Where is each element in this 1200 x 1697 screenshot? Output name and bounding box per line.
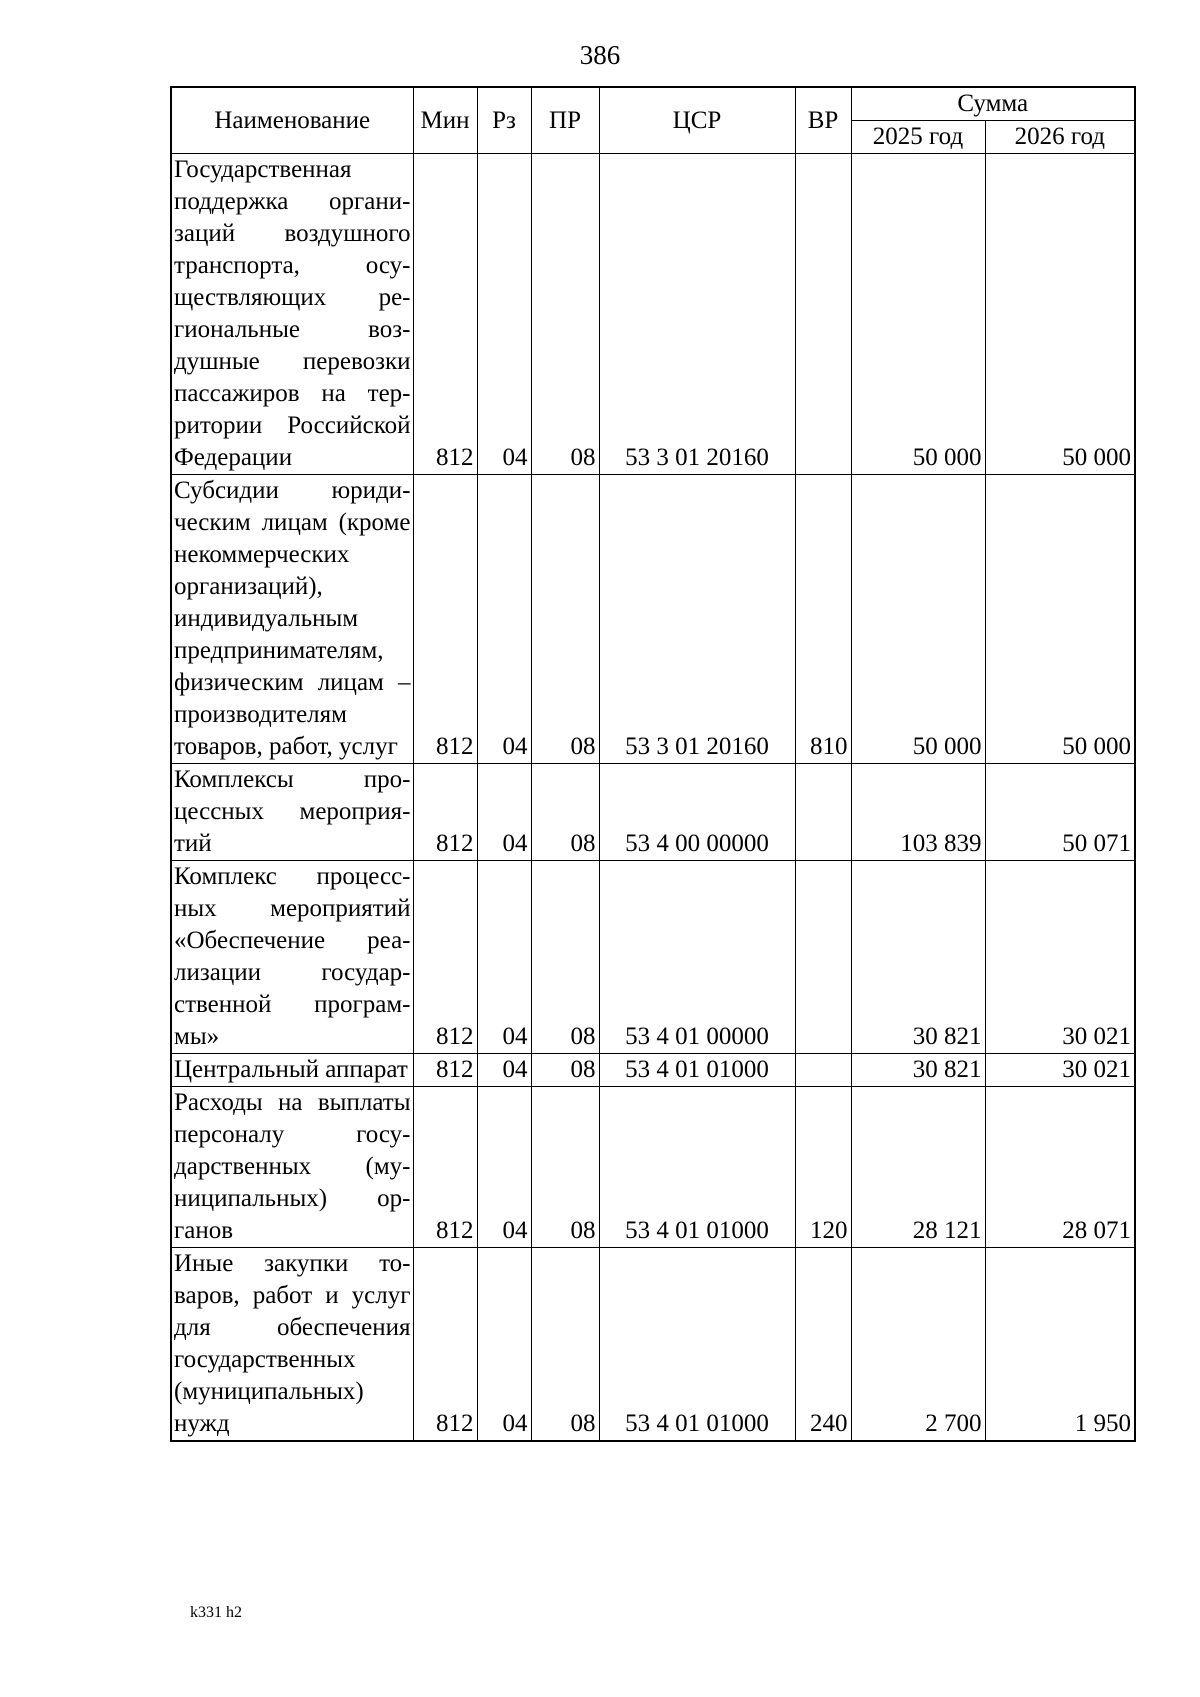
row-sum-2025: 30 821	[851, 861, 985, 1054]
table-row	[171, 475, 1135, 764]
row-csr: 53 4 00 00000	[599, 764, 795, 861]
row-sum-2025: 28 121	[851, 1087, 985, 1248]
row-min: 812	[413, 475, 477, 764]
row-name: Государственная поддержка организаций воздушного транспорта, осуществляющих региональные воздушные перевозки пассажиров на территории Российской Федерации	[171, 154, 413, 475]
row-sum-2026: 50 071	[985, 764, 1135, 861]
row-pr: 08	[531, 861, 599, 1054]
row-name: Центральный аппарат	[171, 1054, 413, 1087]
header-name: Наименование	[171, 87, 413, 154]
row-sum-2025: 2 700	[851, 1248, 985, 1442]
row-csr: 53 3 01 20160	[599, 154, 795, 475]
header-year-2026: 2026 год	[985, 121, 1135, 154]
row-csr: 53 4 01 01000	[599, 1087, 795, 1248]
row-pr: 08	[531, 764, 599, 861]
table-row	[171, 1087, 1135, 1248]
row-rz: 04	[477, 861, 531, 1054]
row-min: 812	[413, 1248, 477, 1442]
row-name: Комплекс процессных мероприятий «Обеспечение реализации государственной программы»	[171, 861, 413, 1054]
row-vr: 120	[795, 1087, 851, 1248]
row-sum-2026: 50 000	[985, 475, 1135, 764]
row-name: Расходы на выплаты персоналу государственных (муниципальных) органов	[171, 1087, 413, 1248]
row-csr: 53 4 01 01000	[599, 1054, 795, 1087]
row-vr: 240	[795, 1248, 851, 1442]
row-pr: 08	[531, 1054, 599, 1087]
row-csr: 53 4 01 00000	[599, 861, 795, 1054]
row-vr	[795, 764, 851, 861]
table-row	[171, 154, 1135, 475]
table-body	[171, 154, 1135, 1442]
row-name: Комплексы процессных мероприятий	[171, 764, 413, 861]
row-min: 812	[413, 154, 477, 475]
header-rz: Рз	[477, 87, 531, 154]
row-rz: 04	[477, 764, 531, 861]
row-sum-2025: 50 000	[851, 475, 985, 764]
header-vr: ВР	[795, 87, 851, 154]
row-pr: 08	[531, 1087, 599, 1248]
row-rz: 04	[477, 1248, 531, 1442]
budget-table	[170, 86, 1136, 1442]
row-min: 812	[413, 1087, 477, 1248]
header-year-2025: 2025 год	[851, 121, 985, 154]
header-sum: Сумма	[851, 87, 1135, 121]
page-number: 386	[579, 40, 621, 70]
row-name: Субсидии юридическим лицам (кроме некоммерческих организаций), индивидуальным предпринимателям, физическим лицам – производителям товаров, работ, услуг	[171, 475, 413, 764]
row-name: Иные закупки товаров, работ и услуг для обеспечения государственных (муниципальных) нужд	[171, 1248, 413, 1442]
row-sum-2026: 30 021	[985, 861, 1135, 1054]
row-min: 812	[413, 1054, 477, 1087]
row-vr	[795, 861, 851, 1054]
row-sum-2026: 1 950	[985, 1248, 1135, 1442]
row-min: 812	[413, 861, 477, 1054]
row-sum-2026: 30 021	[985, 1054, 1135, 1087]
row-sum-2026: 50 000	[985, 154, 1135, 475]
table-row	[171, 861, 1135, 1054]
row-vr	[795, 1054, 851, 1087]
footer-code: k331 h2	[190, 1604, 242, 1621]
row-sum-2025: 50 000	[851, 154, 985, 475]
header-csr: ЦСР	[599, 87, 795, 154]
header-pr: ПР	[531, 87, 599, 154]
row-pr: 08	[531, 475, 599, 764]
row-min: 812	[413, 764, 477, 861]
row-pr: 08	[531, 1248, 599, 1442]
table-row	[171, 1248, 1135, 1442]
row-rz: 04	[477, 1087, 531, 1248]
table-row	[171, 1054, 1135, 1087]
table-row	[171, 764, 1135, 861]
row-vr	[795, 154, 851, 475]
row-sum-2025: 103 839	[851, 764, 985, 861]
row-pr: 08	[531, 154, 599, 475]
header-min: Мин	[413, 87, 477, 154]
row-csr: 53 3 01 20160	[599, 475, 795, 764]
row-rz: 04	[477, 475, 531, 764]
row-sum-2026: 28 071	[985, 1087, 1135, 1248]
row-sum-2025: 30 821	[851, 1054, 985, 1087]
row-csr: 53 4 01 01000	[599, 1248, 795, 1442]
row-vr: 810	[795, 475, 851, 764]
row-rz: 04	[477, 1054, 531, 1087]
row-rz: 04	[477, 154, 531, 475]
